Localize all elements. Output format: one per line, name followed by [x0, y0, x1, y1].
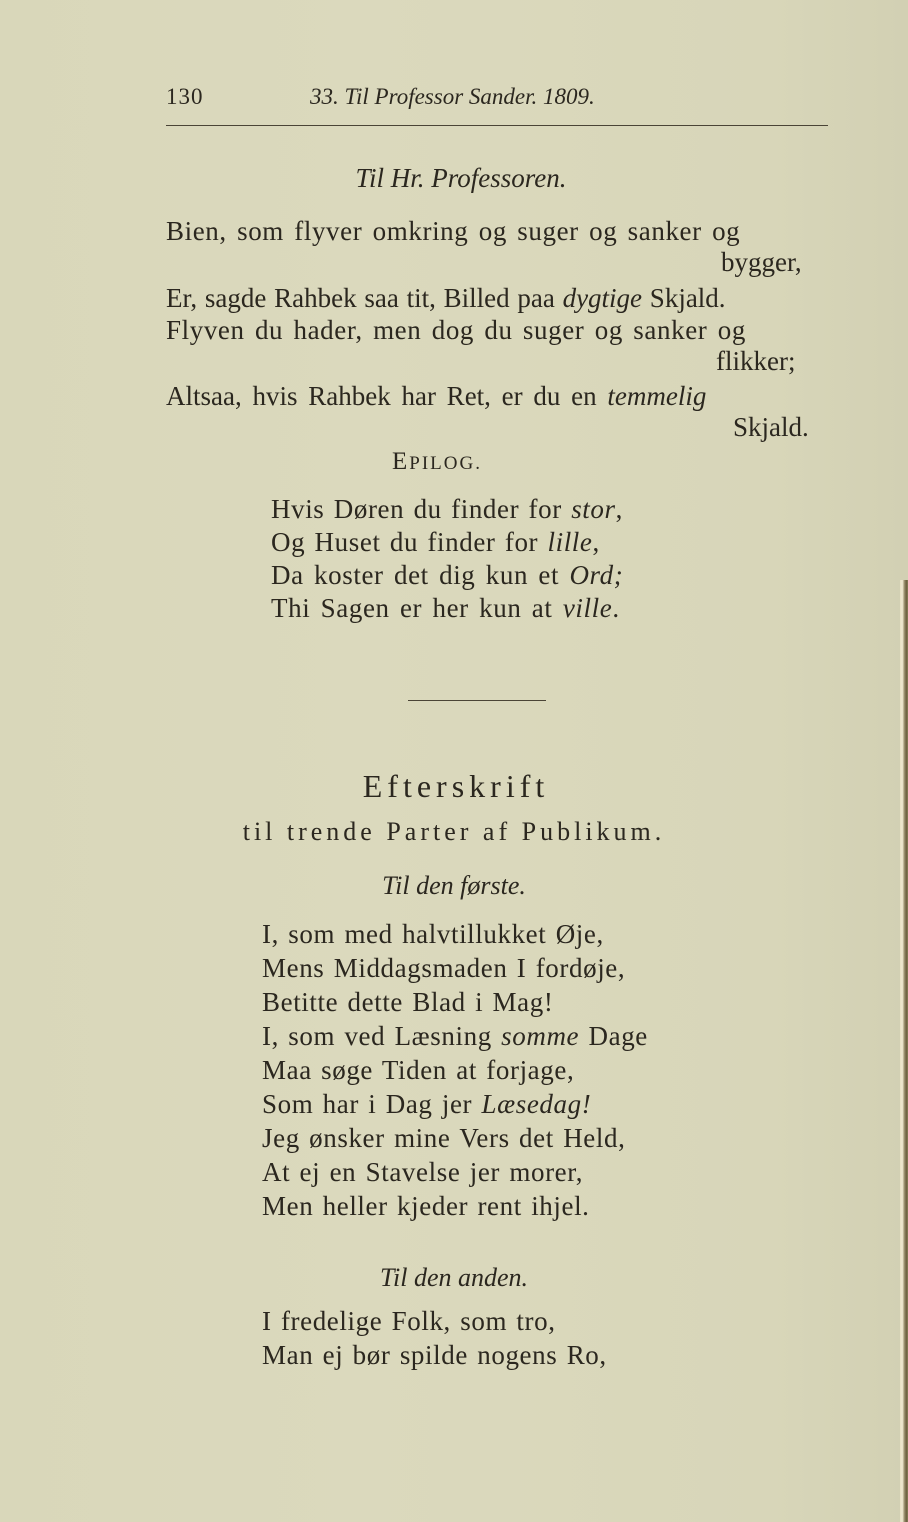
verse-emphasis: Læsedag!: [481, 1089, 592, 1119]
verse-text: Maa søge Tiden at forjage,: [262, 1055, 575, 1085]
verse-text: Dage: [579, 1021, 648, 1051]
heading-initial: E: [392, 448, 410, 475]
verse-line: Bien, som flyver omkring og suger og sanker og: [166, 216, 741, 246]
verse-text: Altsaa, hvis Rahbek har Ret, er du en: [166, 381, 608, 411]
verse-emphasis: lille: [547, 527, 593, 557]
running-title: 33. Til Professor Sander. 1809.: [310, 84, 595, 109]
section-heading-first: Til den første.: [382, 871, 526, 900]
heading-smallcaps: PILOG.: [409, 453, 482, 474]
efterskrift-subtitle: til trende Parter af Publikum.: [242, 817, 666, 846]
page-number: 130: [166, 84, 204, 109]
verse-line: [166, 380, 706, 413]
verse-line: [262, 1339, 607, 1372]
verse-text: Mens Middagsmaden I fordøje,: [262, 953, 626, 983]
verse-text: ,: [615, 494, 623, 524]
header-rule: [166, 125, 828, 126]
efterskrift-title: Efterskrift: [362, 768, 550, 804]
verse-line: [262, 1156, 583, 1189]
verse-text: Man ej bør spilde nogens Ro,: [262, 1340, 607, 1370]
verse-line: [262, 1054, 574, 1087]
verse-line: [271, 526, 600, 559]
verse-text: Da koster det dig kun et: [271, 560, 570, 590]
verse-line: [271, 559, 623, 592]
verse-emphasis: dygtige: [562, 283, 643, 313]
verse-line: [262, 1190, 590, 1223]
verse-text: Jeg ønsker mine Vers det Held,: [262, 1123, 626, 1153]
verse-line: [262, 918, 604, 951]
verse-text: Hvis Døren du finder for: [271, 494, 572, 524]
verse-line-continuation: bygger,: [721, 247, 802, 277]
verse-text: I, som med halvtillukket Øje,: [262, 919, 604, 949]
section-divider: [408, 700, 546, 701]
page-edge: [900, 580, 908, 1522]
verse-line: Flyven du hader, men dog du suger og sanker og: [166, 315, 746, 345]
verse-text: Og Huset du finder for: [271, 527, 548, 557]
verse-emphasis: somme: [501, 1021, 580, 1051]
verse-text: I fredelige Folk, som tro,: [262, 1306, 556, 1336]
verse-text: I, som ved Læsning: [262, 1021, 502, 1051]
verse-emphasis: ville: [562, 593, 613, 623]
verse-line-continuation: Skjald.: [733, 412, 809, 442]
verse-text: Betitte dette Blad i Mag!: [262, 987, 554, 1017]
verse-text: Er, sagde Rahbek saa tit, Billed paa: [166, 283, 563, 313]
verse-line: [262, 952, 625, 985]
verse-text: At ej en Stavelse jer morer,: [262, 1157, 584, 1187]
verse-emphasis: stor: [571, 494, 616, 524]
verse-text: Men heller kjeder rent ihjel.: [262, 1191, 590, 1221]
verse-text: Thi Sagen er her kun at: [271, 593, 563, 623]
verse-line: [262, 1088, 591, 1121]
verse-emphasis: Ord;: [569, 560, 624, 590]
verse-text: Som har i Dag jer: [262, 1089, 482, 1119]
epilog-heading: [392, 448, 482, 476]
verse-line: [262, 1122, 625, 1155]
verse-emphasis: temmelig: [607, 381, 707, 411]
verse-line: [271, 493, 623, 526]
poem-title: Til Hr. Professoren.: [355, 163, 567, 193]
verse-line: [262, 986, 553, 1019]
section-heading-second: Til den anden.: [379, 1263, 529, 1292]
verse-line: [262, 1305, 556, 1338]
verse-line-continuation: flikker;: [716, 346, 796, 376]
verse-line: [166, 282, 726, 315]
verse-text: Skjald.: [642, 283, 726, 313]
verse-text: .: [612, 593, 620, 623]
verse-line: [262, 1020, 648, 1053]
verse-text: ,: [592, 527, 600, 557]
verse-line: [271, 592, 620, 625]
